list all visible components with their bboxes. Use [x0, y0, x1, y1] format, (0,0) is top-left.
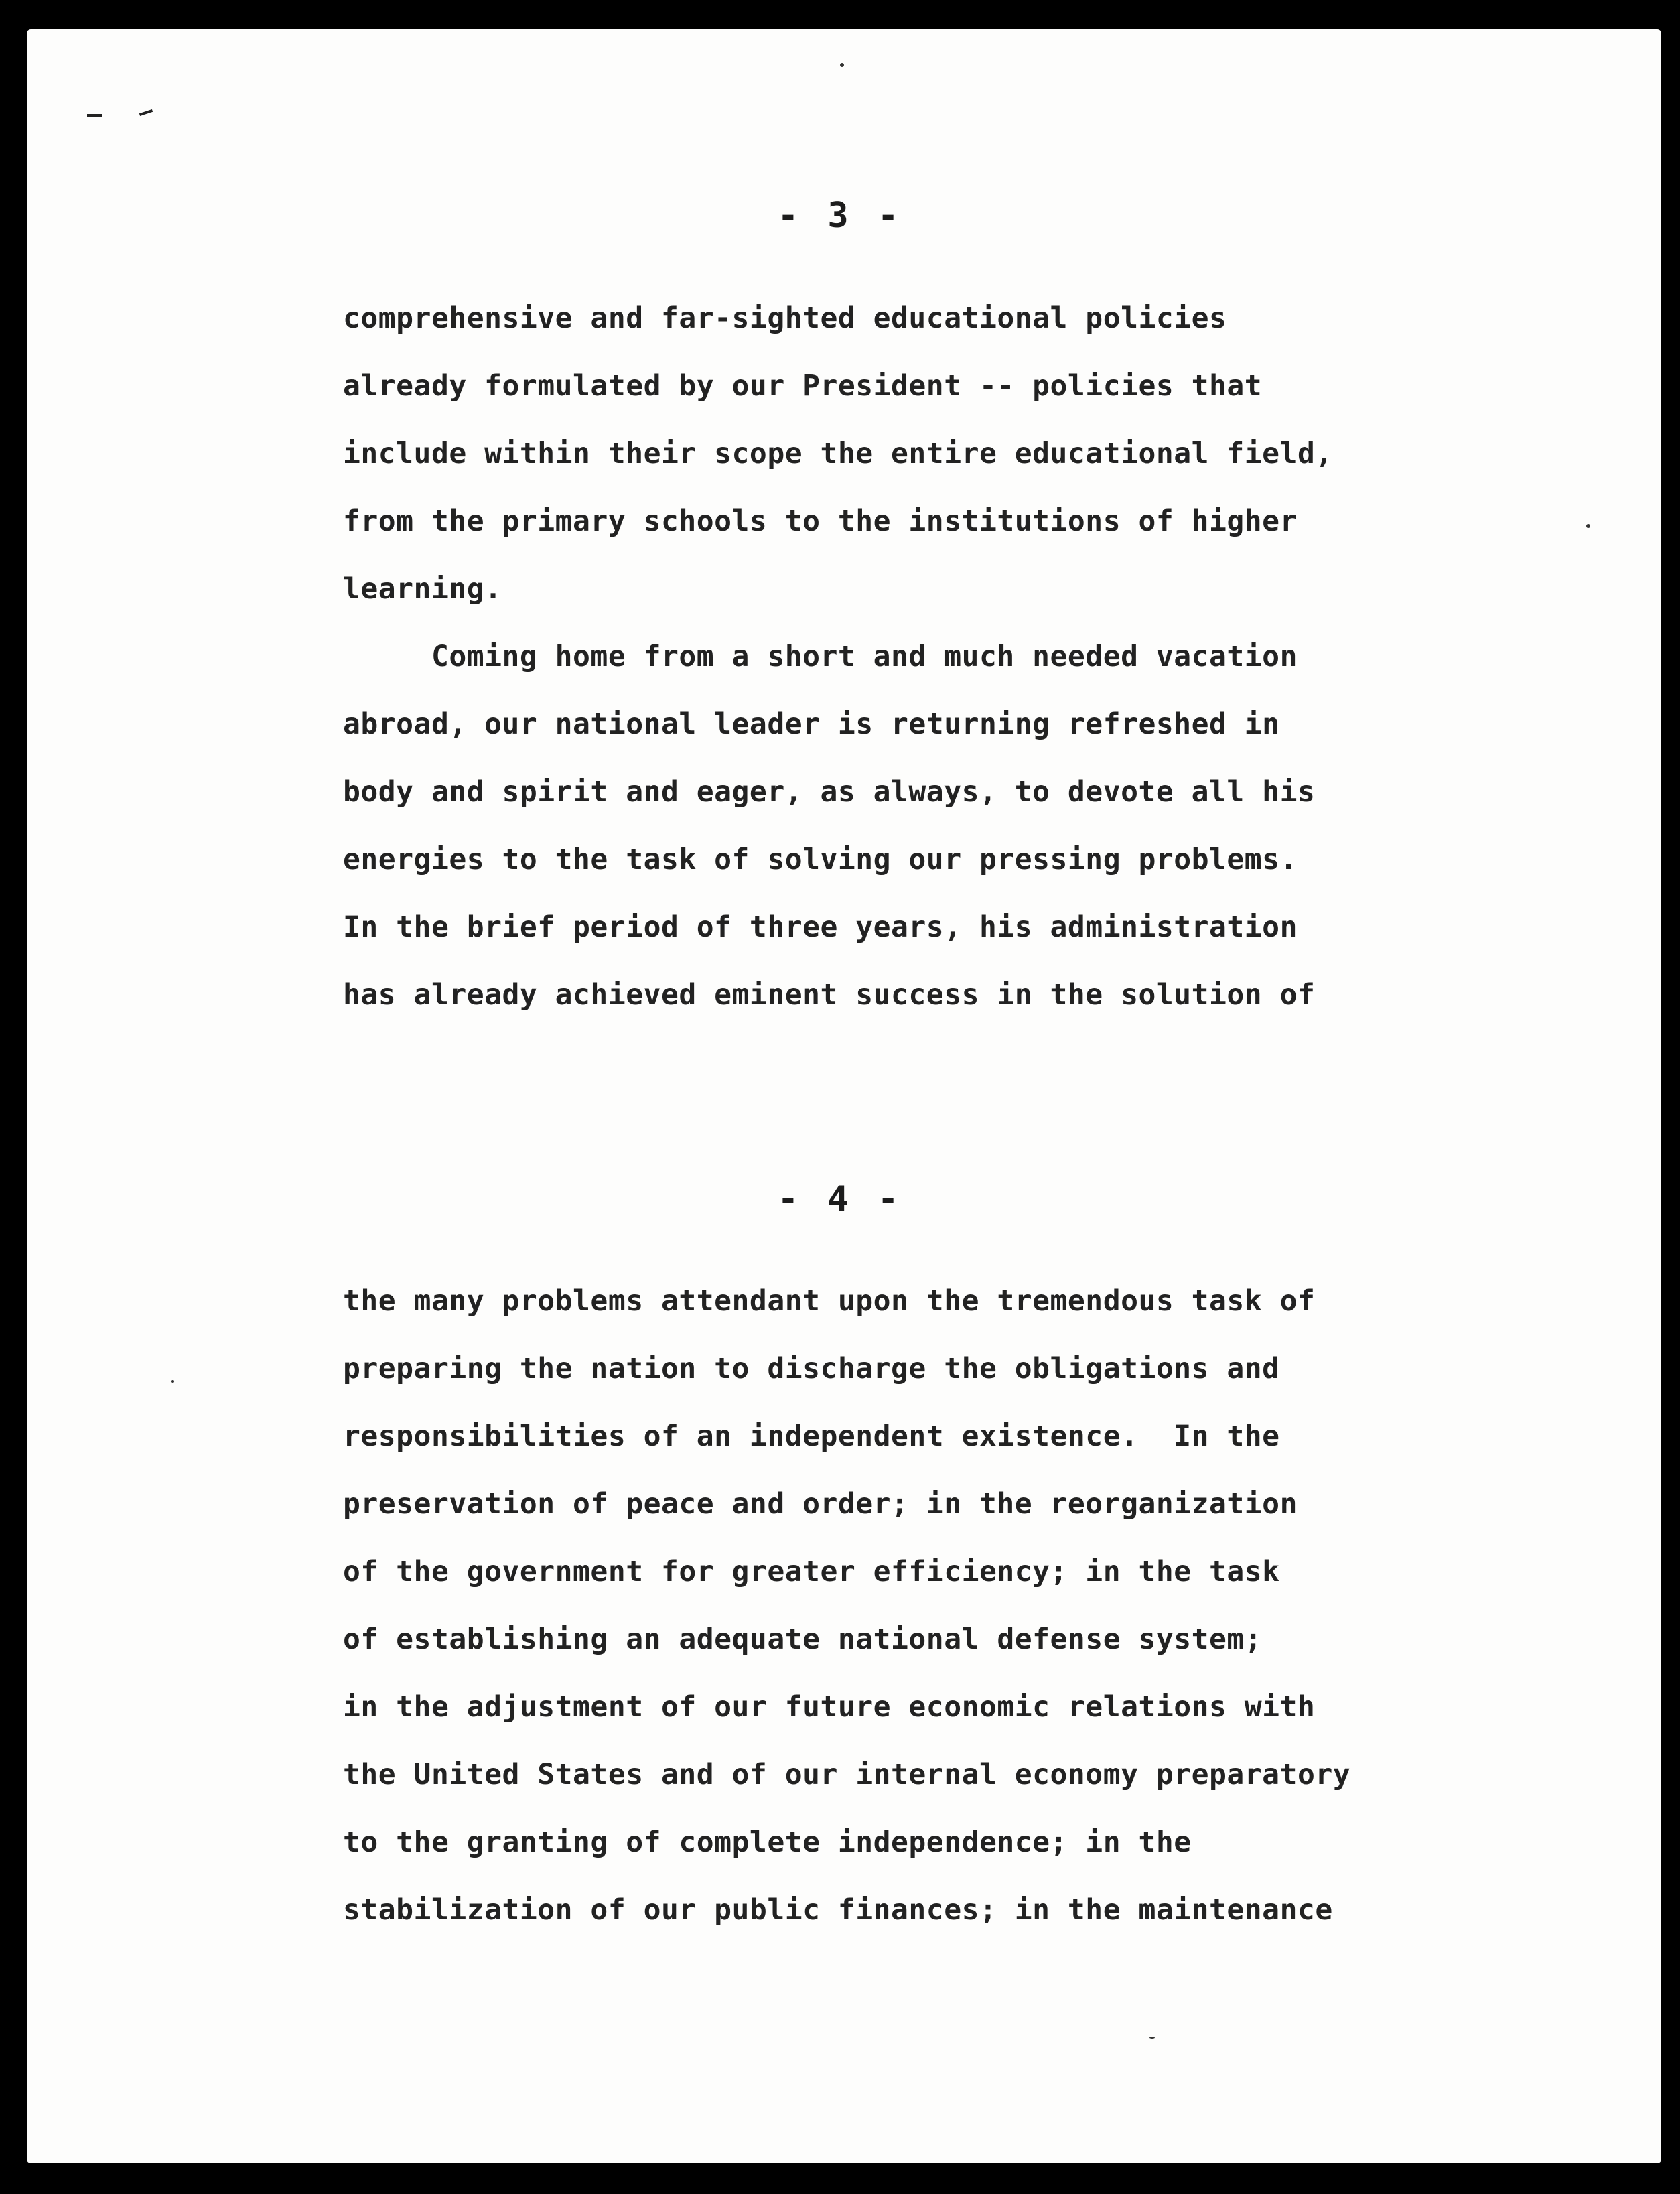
text-line: include within their scope the entire educational field, — [343, 437, 1333, 470]
text-line: stabilization of our public finances; in the maintenance — [343, 1893, 1333, 1927]
text-line: the many problems attendant upon the tremendous task of — [343, 1284, 1316, 1318]
scan-speck — [840, 63, 844, 67]
page-number-4: - 4 - — [777, 1179, 903, 1219]
text-line: responsibilities of an independent existence. In the — [343, 1420, 1280, 1453]
text-line: body and spirit and eager, as always, to devote all his — [343, 775, 1316, 809]
text-line: comprehensive and far-sighted educational policies — [343, 301, 1227, 335]
page-4-text — [343, 1267, 1522, 1944]
text-line: has already achieved eminent success in the solution of — [343, 978, 1316, 1012]
text-line: In the brief period of three years, his administration — [343, 910, 1298, 944]
text-line: from the primary schools to the institutions of higher — [343, 504, 1298, 538]
text-line: abroad, our national leader is returning refreshed in — [343, 707, 1280, 741]
text-line: already formulated by our President -- policies that — [343, 369, 1263, 403]
text-line: Coming home from a short and much needed vacation — [343, 640, 1298, 673]
text-line: of establishing an adequate national defense system; — [343, 1623, 1263, 1656]
scan-speck — [1149, 2037, 1155, 2039]
text-line: to the granting of complete independence; in the — [343, 1826, 1192, 1859]
text-line: the United States and of our internal economy preparatory — [343, 1758, 1351, 1791]
scan-speck — [171, 1380, 174, 1383]
text-line: preparing the nation to discharge the obligations and — [343, 1352, 1280, 1385]
page-3-text — [343, 285, 1522, 1029]
text-line: in the adjustment of our future economic relations with — [343, 1690, 1316, 1724]
scan-mark — [87, 114, 102, 117]
text-line: of the government for greater efficiency; in the task — [343, 1555, 1280, 1588]
text-line: energies to the task of solving our pressing problems. — [343, 843, 1298, 876]
text-line: learning. — [343, 572, 502, 606]
scan-speck — [1586, 524, 1590, 528]
text-line: preservation of peace and order; in the reorganization — [343, 1487, 1298, 1521]
page-number-3: - 3 - — [777, 196, 903, 236]
